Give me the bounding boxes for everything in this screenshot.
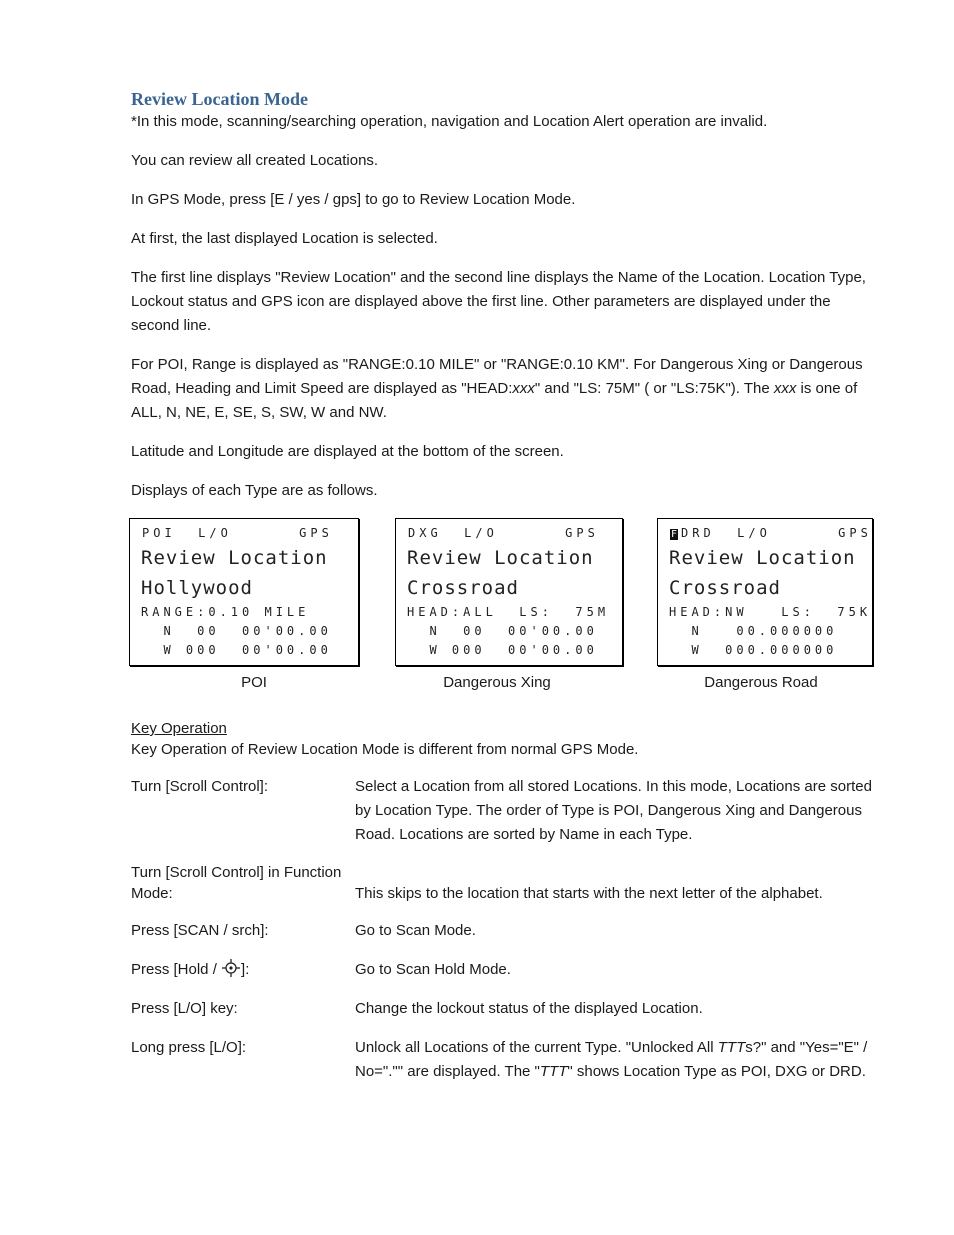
document-page — [131, 88, 879, 1099]
lcd-latitude-line: N 00 00'00.00 — [407, 624, 598, 638]
key-label: Turn [Scroll Control]: — [131, 778, 268, 795]
lcd-status-line: F DRD L/O GPS — [671, 526, 872, 540]
paragraph-first-selected: At first, the last displayed Location is selected. — [131, 230, 438, 247]
key-label: Long press [L/O]: — [131, 1039, 247, 1056]
key-label: Press [L/O] key: — [131, 1000, 238, 1017]
lcd-display-dangerous-road — [657, 518, 873, 666]
key-description: Change the lockout status of the displayed Location. — [355, 1000, 703, 1017]
key-description: This skips to the location that starts with the next letter of the alphabet. — [355, 885, 823, 902]
key-operation-intro: Key Operation of Review Location Mode is different from normal GPS Mode. — [131, 741, 639, 758]
lcd-display-poi — [129, 518, 359, 666]
key-description: Select a Location from all stored Locations. In this mode, Locations are sorted by Location Type. The order of Type is POI, Dangerous Xing and Dangerous Road. Locations are sorted by Name in each Type. — [355, 778, 872, 843]
lcd-longitude-line: W 000 00'00.00 — [141, 643, 332, 657]
key-label: Press [SCAN / srch]: — [131, 922, 269, 939]
key-label: Press [Hold / ]: — [131, 961, 250, 978]
lcd-caption-dangerous-xing: Dangerous Xing — [443, 674, 551, 691]
paragraph-line-layout: The first line displays "Review Location" and the second line displays the Name of the Location. Location Type, Lockout status and GPS icon are displayed above the first line. Other parameters are displayed under the second line. — [131, 269, 866, 334]
key-label: Turn [Scroll Control] in Function Mode: — [131, 864, 342, 902]
lcd-caption-dangerous-road: Dangerous Road — [704, 674, 818, 691]
paragraph-lat-long: Latitude and Longitude are displayed at the bottom of the screen. — [131, 443, 564, 460]
key-description: Go to Scan Mode. — [355, 922, 476, 939]
lcd-range-line: RANGE:0.10 MILE — [141, 605, 310, 619]
key-row-lockout — [131, 997, 879, 1021]
lcd-longitude-line: W 000.000000 — [669, 643, 838, 657]
paragraph-invalid-note: *In this mode, scanning/searching operation, navigation and Location Alert operation are invalid. — [131, 113, 768, 130]
lcd-displays-row — [131, 518, 879, 718]
paragraph-enter-mode: In GPS Mode, press [E / yes / gps] to go to Review Location Mode. — [131, 191, 576, 208]
section-heading: Review Location Mode — [131, 89, 308, 109]
lcd-line-2: Crossroad — [407, 577, 519, 599]
lcd-longitude-line: W 000 00'00.00 — [407, 643, 598, 657]
key-description: Unlock all Locations of the current Type. "Unlocked All TTTs?" and "Yes="E" / No="."" are displayed. The "TTT" shows Location Type as POI, DXG or DRD. — [355, 1039, 868, 1080]
lcd-latitude-line: N 00.000000 — [669, 624, 838, 638]
lcd-line-1: Review Location — [407, 547, 594, 569]
lcd-heading-line: HEAD:ALL LS: 75M — [407, 605, 610, 619]
function-mode-icon: F — [671, 529, 678, 540]
lcd-heading-line: HEAD:NW LS: 75K — [669, 605, 872, 619]
paragraph-displays-intro: Displays of each Type are as follows. — [131, 482, 378, 499]
key-row-long-lockout — [131, 1036, 879, 1084]
paragraph-range-heading: For POI, Range is displayed as "RANGE:0.10 MILE" or "RANGE:0.10 KM". For Dangerous Xing or Dangerous Road, Heading and Limit Speed are displayed as "HEAD:xxx" and "LS: 75M" ( or "LS:75K"). The xxx is one of ALL, N, NE, E, SE, S, SW, W and NW. — [131, 356, 863, 421]
key-row-scroll-function — [131, 862, 879, 904]
lcd-display-dangerous-xing — [395, 518, 623, 666]
paragraph-review-all: You can review all created Locations. — [131, 152, 379, 169]
lcd-caption-poi: POI — [241, 674, 267, 691]
key-operation-title: Key Operation — [131, 720, 227, 737]
lcd-status-line: DXG L/O GPS — [408, 526, 599, 540]
key-row-scan — [131, 919, 879, 943]
lcd-line-2: Hollywood — [141, 577, 253, 599]
key-row-scroll — [131, 775, 879, 847]
lcd-latitude-line: N 00 00'00.00 — [141, 624, 332, 638]
target-crosshair-icon — [221, 959, 241, 977]
lcd-line-2: Crossroad — [669, 577, 781, 599]
key-description: Go to Scan Hold Mode. — [355, 961, 511, 978]
lcd-line-1: Review Location — [669, 547, 856, 569]
lcd-status-line: POI L/O GPS — [142, 526, 333, 540]
lcd-line-1: Review Location — [141, 547, 328, 569]
key-row-hold — [131, 958, 879, 982]
